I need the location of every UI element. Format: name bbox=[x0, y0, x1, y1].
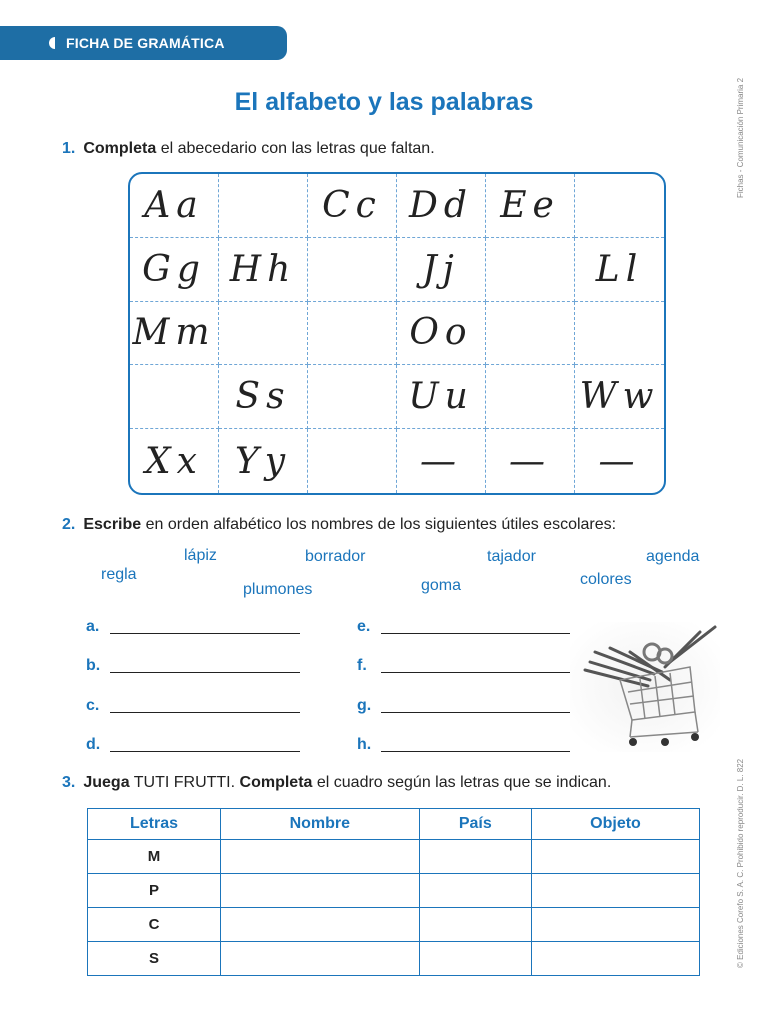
letter-cell: P bbox=[88, 874, 221, 908]
letter-cell: S bbox=[88, 942, 221, 976]
side-caption-top: Fichas - Comunicación Primaria 2 bbox=[736, 77, 745, 198]
alphabet-grid bbox=[128, 172, 666, 495]
alphabet-cell: Mm bbox=[130, 302, 219, 366]
alphabet-cell: Jj bbox=[397, 238, 486, 302]
word-item: tajador bbox=[487, 548, 536, 565]
write-line[interactable] bbox=[381, 633, 571, 634]
answer-cell[interactable] bbox=[419, 942, 531, 976]
table-header-row bbox=[88, 809, 700, 840]
column-header: Nombre bbox=[221, 809, 420, 840]
alphabet-cell: Hh bbox=[219, 238, 308, 302]
write-line[interactable] bbox=[110, 712, 300, 713]
answer-letter: c. bbox=[86, 697, 100, 714]
alphabet-cell: Ll bbox=[575, 238, 664, 302]
side-caption-bottom: © Ediciones Corefo S. A. C. Prohibido reproducir. D. L. 822 bbox=[736, 758, 745, 968]
question-text: el cuadro según las letras que se indican. bbox=[312, 774, 612, 791]
alphabet-cell: Gg bbox=[130, 238, 219, 302]
table-row bbox=[88, 840, 700, 874]
question-verb: Completa bbox=[83, 140, 157, 157]
banner-marker-icon bbox=[49, 37, 55, 49]
alphabet-cell: — bbox=[397, 429, 486, 493]
answer-letter: a. bbox=[86, 618, 100, 635]
answer-letter: e. bbox=[357, 618, 371, 635]
answer-cell[interactable] bbox=[221, 908, 420, 942]
section-banner bbox=[0, 26, 287, 60]
question-3 bbox=[62, 774, 611, 792]
table-row bbox=[88, 874, 700, 908]
answer-cell[interactable] bbox=[221, 874, 420, 908]
question-verb: Juega bbox=[83, 774, 130, 791]
question-number: 2. bbox=[62, 516, 76, 533]
question-text: TUTI FRUTTI. bbox=[129, 774, 240, 791]
word-item: plumones bbox=[243, 581, 313, 598]
table-row bbox=[88, 942, 700, 976]
answer-cell[interactable] bbox=[532, 942, 700, 976]
answer-letter: f. bbox=[357, 657, 367, 674]
column-header: Objeto bbox=[532, 809, 700, 840]
question-text: el abecedario con las letras que faltan. bbox=[156, 140, 435, 157]
alphabet-cell[interactable] bbox=[219, 302, 308, 366]
tuti-frutti-table bbox=[87, 808, 700, 976]
alphabet-cell: Yy bbox=[219, 429, 308, 493]
question-text: en orden alfabético los nombres de los siguientes útiles escolares: bbox=[141, 516, 617, 533]
letter-cell: C bbox=[88, 908, 221, 942]
alphabet-cell[interactable] bbox=[308, 238, 397, 302]
word-item: regla bbox=[101, 566, 137, 583]
alphabet-cell: — bbox=[598, 440, 641, 482]
alphabet-cell[interactable] bbox=[575, 302, 664, 366]
answer-line-h[interactable] bbox=[357, 736, 371, 754]
answer-cell[interactable] bbox=[532, 874, 700, 908]
alphabet-cell[interactable] bbox=[486, 302, 575, 366]
answer-line-f[interactable] bbox=[357, 657, 367, 675]
page-title: El alfabeto y las palabras bbox=[234, 88, 534, 116]
alphabet-cell: — bbox=[486, 429, 575, 493]
alphabet-cell: Aa bbox=[130, 174, 219, 238]
alphabet-cell[interactable] bbox=[308, 429, 397, 493]
alphabet-cell: Oo bbox=[397, 302, 486, 366]
alphabet-cell[interactable] bbox=[575, 174, 664, 238]
alphabet-cell[interactable] bbox=[130, 365, 219, 429]
answer-cell[interactable] bbox=[532, 840, 700, 874]
alphabet-cell: Cc bbox=[308, 174, 397, 238]
answer-line-c[interactable] bbox=[86, 697, 99, 715]
answer-cell[interactable] bbox=[419, 874, 531, 908]
column-header: País bbox=[419, 809, 531, 840]
write-line[interactable] bbox=[381, 751, 571, 752]
alphabet-cell[interactable] bbox=[308, 365, 397, 429]
answer-cell[interactable] bbox=[221, 942, 420, 976]
write-line[interactable] bbox=[381, 672, 571, 673]
answer-line-b[interactable] bbox=[86, 657, 100, 675]
question-number: 3. bbox=[62, 774, 76, 791]
answer-line-a[interactable] bbox=[86, 618, 99, 636]
answer-letter: g. bbox=[357, 697, 372, 714]
question-verb: Completa bbox=[239, 774, 313, 791]
alphabet-cell: Ee bbox=[486, 174, 575, 238]
column-header: Letras bbox=[88, 809, 221, 840]
alphabet-cell: Ww bbox=[575, 365, 664, 429]
alphabet-cell: Xx bbox=[130, 429, 219, 493]
write-line[interactable] bbox=[110, 672, 300, 673]
question-number: 1. bbox=[62, 140, 76, 157]
answer-letter: b. bbox=[86, 657, 101, 674]
alphabet-cell[interactable] bbox=[308, 302, 397, 366]
alphabet-cell: Uu bbox=[397, 365, 486, 429]
word-item: colores bbox=[580, 571, 632, 588]
answer-line-e[interactable] bbox=[357, 618, 370, 636]
word-item: lápiz bbox=[184, 547, 217, 564]
alphabet-cell[interactable] bbox=[486, 238, 575, 302]
answer-cell[interactable] bbox=[419, 840, 531, 874]
answer-cell[interactable] bbox=[419, 908, 531, 942]
shopping-cart-image bbox=[570, 622, 720, 752]
answer-line-g[interactable] bbox=[357, 697, 371, 715]
write-line[interactable] bbox=[110, 751, 300, 752]
word-item: agenda bbox=[646, 548, 700, 565]
word-item: borrador bbox=[305, 548, 366, 565]
answer-letter: h. bbox=[357, 736, 372, 753]
word-item: goma bbox=[421, 577, 462, 594]
alphabet-cell: Dd bbox=[397, 174, 486, 238]
answer-line-d[interactable] bbox=[86, 736, 100, 754]
answer-letter: d. bbox=[86, 736, 101, 753]
question-verb: Escribe bbox=[83, 516, 142, 533]
question-2 bbox=[62, 516, 616, 534]
banner-label: FICHA DE GRAMÁTICA bbox=[66, 35, 225, 51]
answer-cell[interactable] bbox=[221, 840, 420, 874]
write-line[interactable] bbox=[381, 712, 571, 713]
write-line[interactable] bbox=[110, 633, 300, 634]
answer-cell[interactable] bbox=[532, 908, 700, 942]
alphabet-cell[interactable] bbox=[219, 174, 308, 238]
table-row bbox=[88, 908, 700, 942]
letter-cell: M bbox=[88, 840, 221, 874]
question-1 bbox=[62, 140, 435, 158]
alphabet-cell: Ss bbox=[219, 365, 308, 429]
alphabet-cell[interactable] bbox=[486, 365, 575, 429]
